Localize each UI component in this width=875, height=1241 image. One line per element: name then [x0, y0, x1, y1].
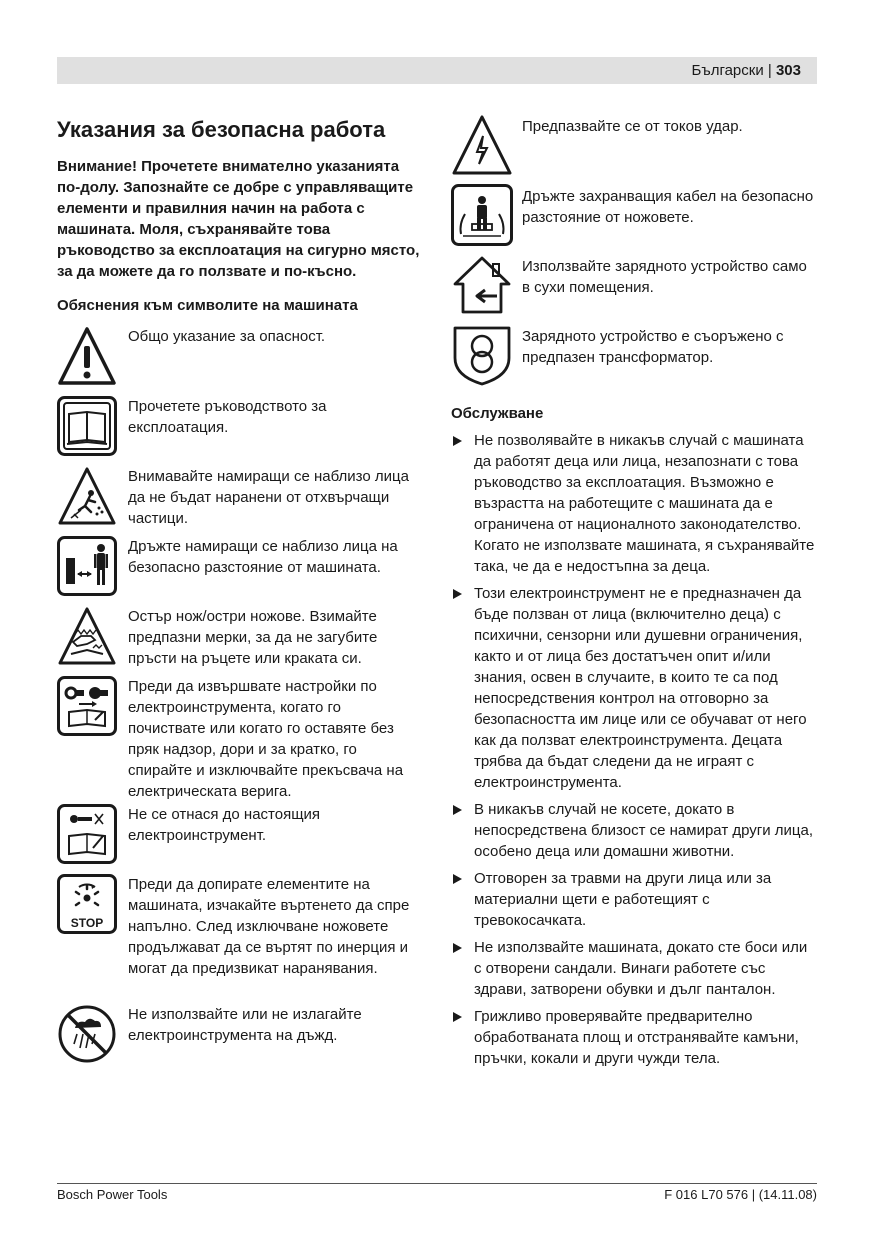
header-separator: | — [767, 62, 772, 79]
symbol-text: Внимавайте намиращи се наблизо лица да не бъдат наранени от отхвърчащи частици. — [128, 468, 409, 527]
indoor-use-icon — [451, 254, 513, 316]
electric-shock-icon — [451, 114, 513, 176]
list-item: Този електроинструмент не е предназначен да бъде ползван от лица (включително деца) с психични, сензорни или душевни ограничения, както и от лица без достатъчен опит и/или знания, освен в случаите, в които те са под непосредствения контрол на отговорно за безопасността им лице или се обучават от него как да ползват електроинструмента. Децата трябва да бъдат следени да не играят с електроинструмента. — [451, 583, 817, 793]
operation-list — [451, 430, 817, 1069]
read-manual-icon — [57, 396, 117, 456]
symbol-row — [57, 396, 422, 466]
keep-distance-icon — [57, 536, 117, 596]
safety-transformer-icon — [451, 324, 513, 386]
symbol-row — [57, 326, 422, 396]
symbol-text: Зарядното устройство е съоръжено с предпазен трансформатор. — [522, 328, 784, 366]
stop-rotation-icon — [57, 874, 117, 934]
symbol-text: Остър нож/остри ножове. Взимайте предпазни мерки, за да не загубите пръсти на ръцете или краката си. — [128, 608, 378, 667]
flying-debris-icon — [57, 466, 117, 526]
list-item: Не използвайте машината, докато сте боси или с отворени сандали. Винаги работете със здрави, затворени обувки и дълг панталон. — [451, 937, 817, 1000]
symbols-heading: Обяснения към символите на машината — [57, 297, 358, 314]
symbol-row — [451, 112, 817, 182]
disconnect-plug-icon — [57, 676, 117, 736]
symbol-text: Преди да допирате елементите на машината, изчакайте въртенето да спре напълно. След изключване ножовете продължават да се въртят по инерция и могат да предизвикат наранявания. — [128, 876, 410, 977]
symbol-text: Използвайте зарядното устройство само в сухи помещения. — [522, 258, 807, 296]
symbol-text: Дръжте намиращи се наблизо лица на безопасно разстояние от машината. — [128, 538, 398, 576]
list-item: Не позволявайте в никакъв случай с машината да работят деца или лица, незапознати с това ръководство за експлоатация. Възможно е възрастта на работещите с машината да е ограничена от националното законодателство. Когато не използвате машината, я съхранявайте така, че да е недостъпна за деца. — [451, 430, 817, 577]
symbol-row — [57, 466, 422, 536]
stop-label: STOP — [70, 916, 104, 930]
symbol-row — [57, 804, 422, 874]
not-applicable-icon — [57, 804, 117, 864]
intro-warning: Внимание! Прочетете внимателно указанията по-долу. Запознайте се добре с управляващите елементи и правилния начин на работа с машината. Моля, съхранявайте това ръководство за експлоатация на сигурно място, за да можете да го ползвате и по-късно. — [57, 158, 420, 280]
page-number: 303 — [775, 62, 801, 79]
page-title: Указания за безопасна работа — [57, 117, 386, 142]
symbol-text: Прочетете ръководството за експлоатация. — [128, 398, 327, 436]
page-header — [57, 57, 817, 84]
symbol-row — [57, 1004, 422, 1074]
list-item: Грижливо проверявайте предварително обработваната площ и отстранявайте камъни, пръчки, кокали и други чужди тела. — [451, 1006, 817, 1069]
symbol-row — [57, 676, 422, 804]
symbol-row — [57, 536, 422, 606]
symbol-row — [451, 252, 817, 322]
symbol-text: Не използвайте или не излагайте електроинструмента на дъжд. — [128, 1006, 362, 1044]
header-text — [691, 62, 801, 79]
symbol-row — [57, 874, 422, 1004]
symbol-text: Преди да извършвате настройки по електроинструмента, когато го почиствате или когато го оставяте без пряк надзор, дори и за кратко, го спирайте и изключвайте прекъсвача на електрическата верига. — [128, 678, 404, 800]
header-language: Български — [691, 62, 764, 79]
symbol-row — [451, 182, 817, 252]
symbol-text: Предпазвайте се от токов удар. — [522, 118, 743, 135]
symbol-text: Дръжте захранващия кабел на безопасно разстояние от ножовете. — [522, 188, 814, 226]
list-item: В никакъв случай не косете, докато в непосредствена близост се намират други лица, особено деца или домашни животни. — [451, 799, 817, 862]
footer-brand: Bosch Power Tools — [57, 1187, 168, 1202]
right-column — [451, 112, 817, 1075]
left-column — [57, 112, 422, 1074]
no-rain-icon — [57, 1004, 117, 1064]
cable-distance-icon — [451, 184, 513, 246]
footer-divider — [57, 1183, 817, 1184]
warning-triangle-icon — [57, 326, 117, 386]
symbol-text: Общо указание за опасност. — [128, 328, 326, 345]
symbol-row — [57, 606, 422, 676]
operation-heading: Обслужване — [451, 405, 544, 422]
list-item: Отговорен за травми на други лица или за материални щети е работещият с тревокосачката. — [451, 868, 817, 931]
sharp-blades-icon — [57, 606, 117, 666]
symbol-row — [451, 322, 817, 392]
symbol-text: Не се отнася до настоящия електроинструмент. — [128, 806, 321, 844]
footer-doc-id: F 016 L70 576 | (14.11.08) — [664, 1187, 817, 1202]
